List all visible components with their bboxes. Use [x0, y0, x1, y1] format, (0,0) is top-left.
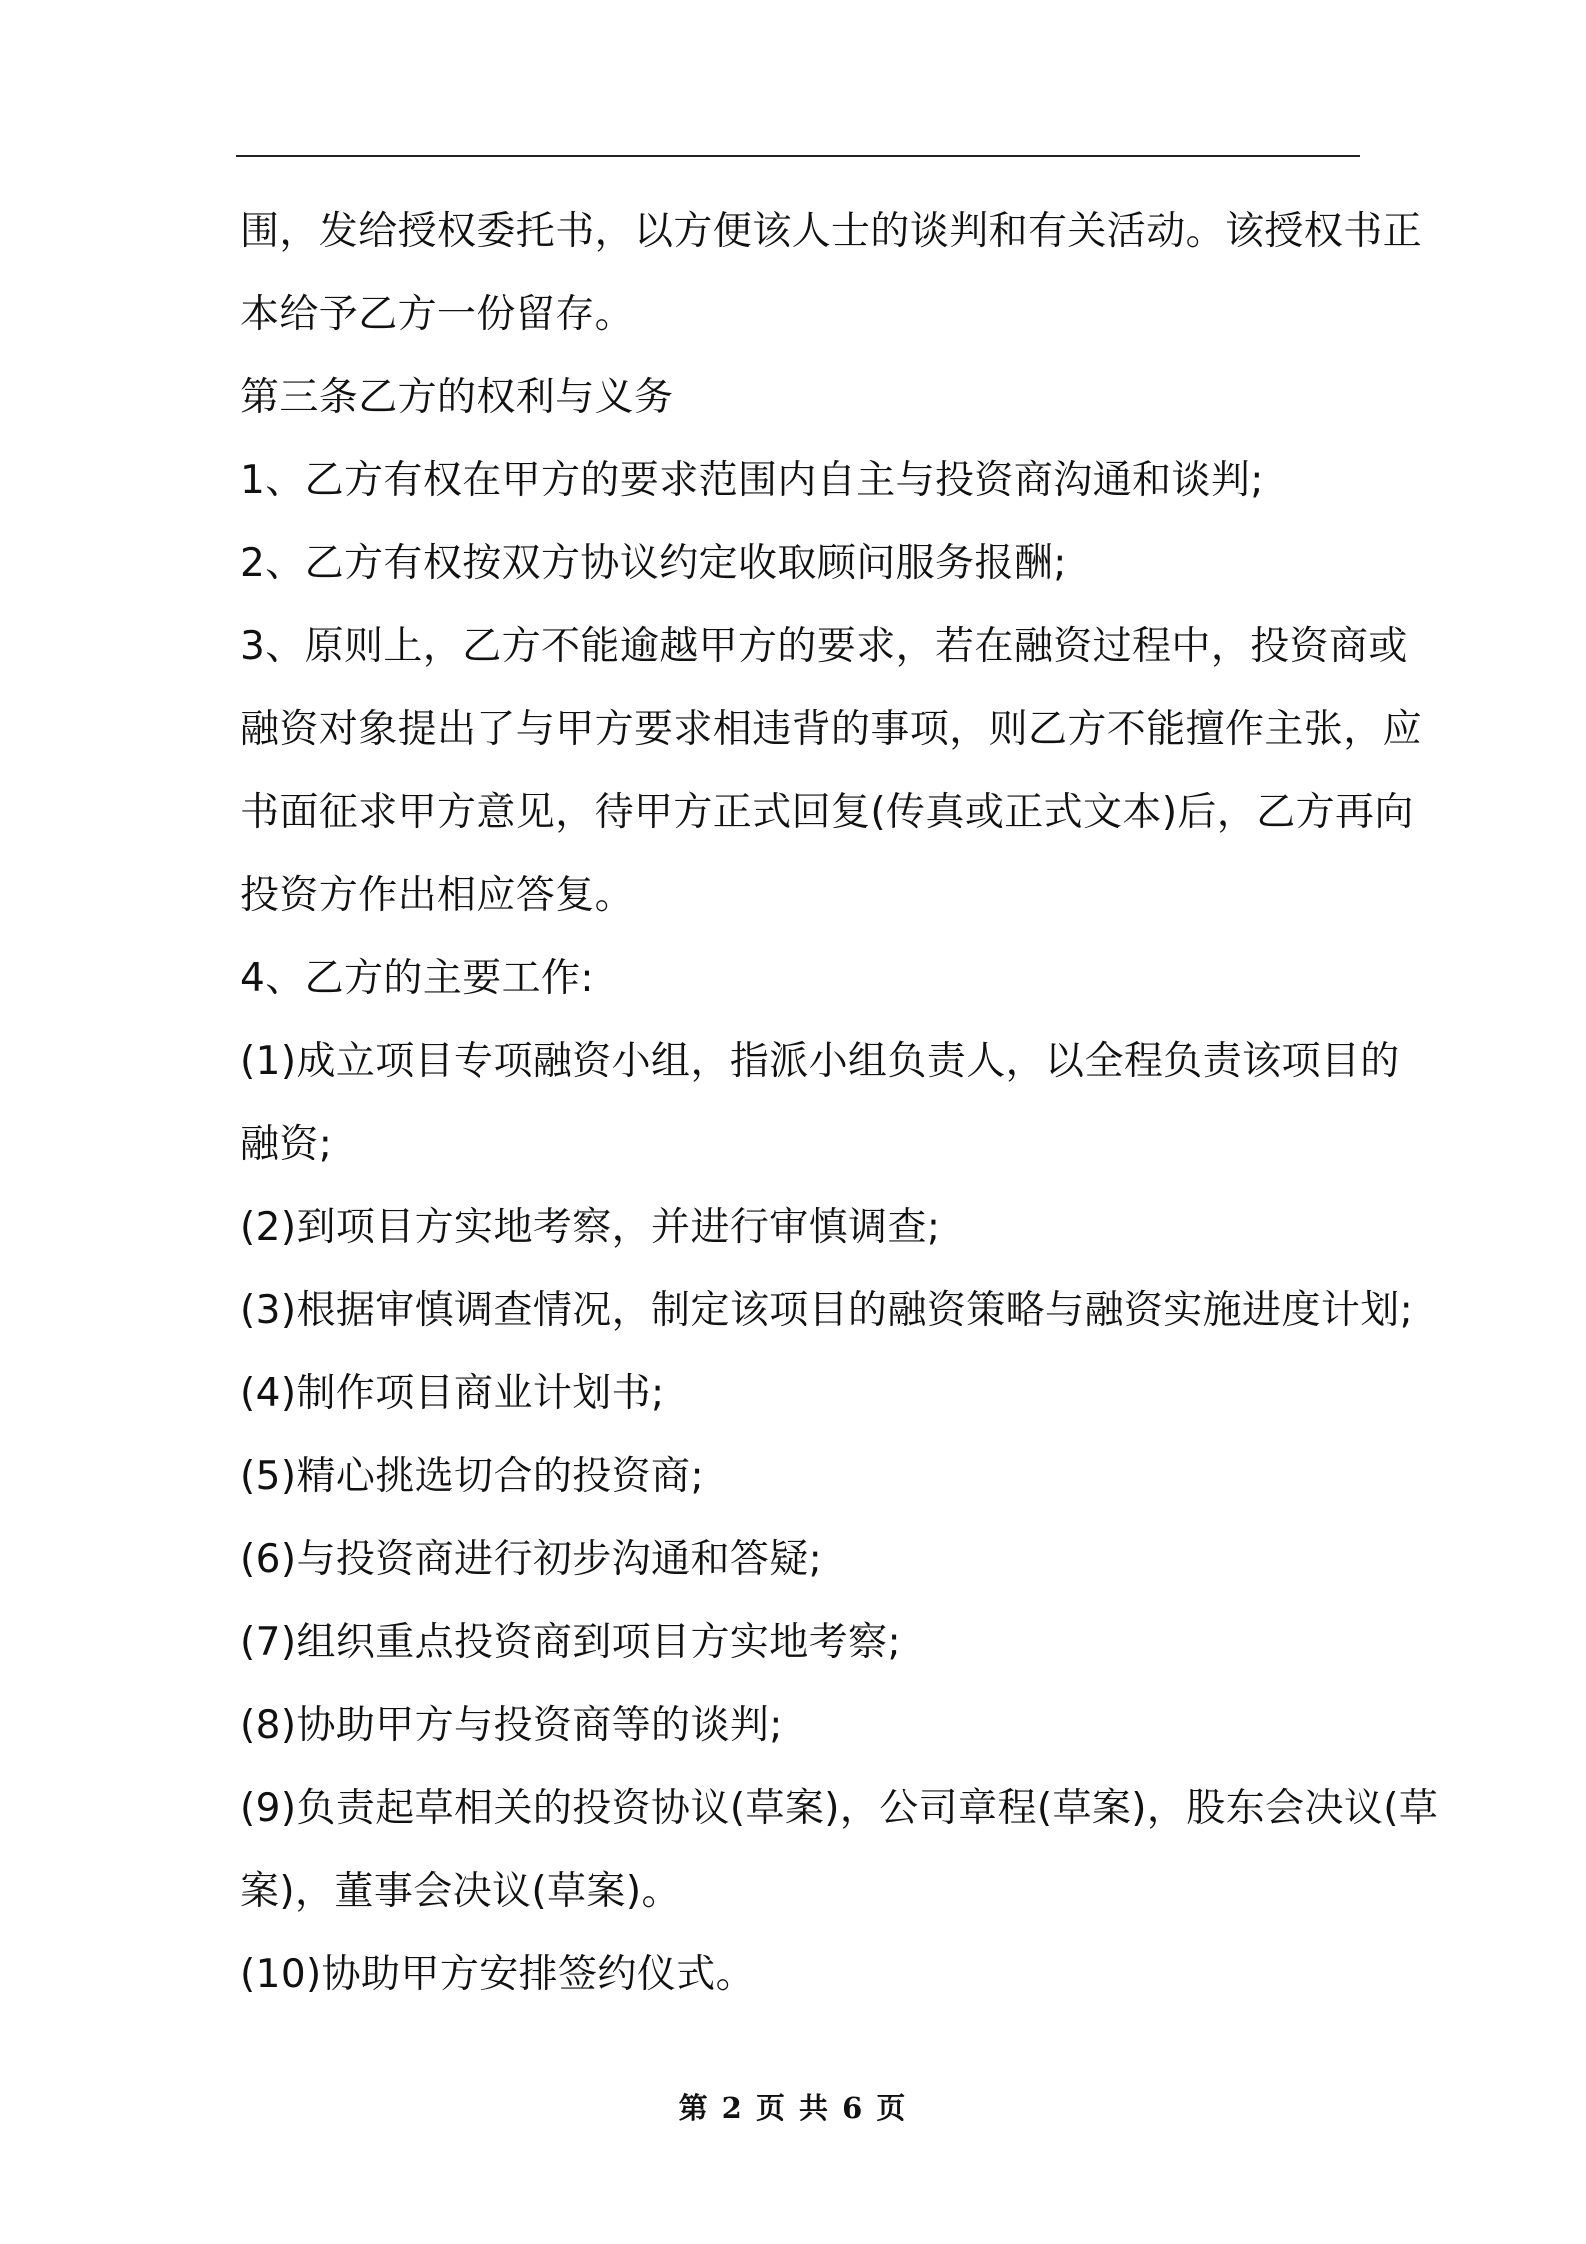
- text-line: 3、原则上，乙方不能逾越甲方的要求，若在融资过程中，投资商或: [240, 624, 1408, 669]
- text-line: (10)协助甲方安排签约仪式。: [240, 1952, 756, 1997]
- header-divider: [236, 155, 1360, 157]
- text-line: (6)与投资商进行初步沟通和答疑;: [240, 1537, 823, 1582]
- text-line: (8)协助甲方与投资商等的谈判;: [240, 1703, 783, 1748]
- text-line: (1)成立项目专项融资小组，指派小组负责人，以全程负责该项目的: [240, 1039, 1400, 1084]
- text-line: 书面征求甲方意见，待甲方正式回复(传真或正式文本)后，乙方再向: [240, 790, 1414, 835]
- text-line: (4)制作项目商业计划书;: [240, 1371, 665, 1416]
- text-line: 1、乙方有权在甲方的要求范围内自主与投资商沟通和谈判;: [240, 458, 1264, 503]
- document-body: [240, 190, 1439, 2016]
- text-line: (7)组织重点投资商到项目方实地考察;: [240, 1620, 901, 1665]
- text-line: 2、乙方有权按双方协议约定收取顾问服务报酬;: [240, 541, 1067, 586]
- text-line: 融资对象提出了与甲方要求相违背的事项，则乙方不能擅作主张，应: [240, 707, 1423, 752]
- text-line: (3)根据审慎调查情况，制定该项目的融资策略与融资实施进度计划;: [240, 1288, 1414, 1333]
- text-line: 4、乙方的主要工作:: [240, 956, 594, 1001]
- section-heading: 第三条乙方的权利与义务: [240, 375, 674, 420]
- text-line: (2)到项目方实地考察，并进行审慎调查;: [240, 1205, 941, 1250]
- page-number-footer: 第 2 页 共 6 页: [678, 2091, 908, 2125]
- text-line: 投资方作出相应答复。: [240, 873, 635, 918]
- text-line: 本给予乙方一份留存。: [240, 292, 635, 337]
- text-line: 围，发给授权委托书，以方便该人士的谈判和有关活动。该授权书正: [240, 209, 1423, 254]
- text-line: (5)精心挑选切合的投资商;: [240, 1454, 704, 1499]
- text-line: 案)，董事会决议(草案)。: [240, 1869, 681, 1914]
- text-line: 融资;: [240, 1122, 333, 1167]
- text-line: (9)负责起草相关的投资协议(草案)，公司章程(草案)，股东会决议(草: [240, 1786, 1439, 1831]
